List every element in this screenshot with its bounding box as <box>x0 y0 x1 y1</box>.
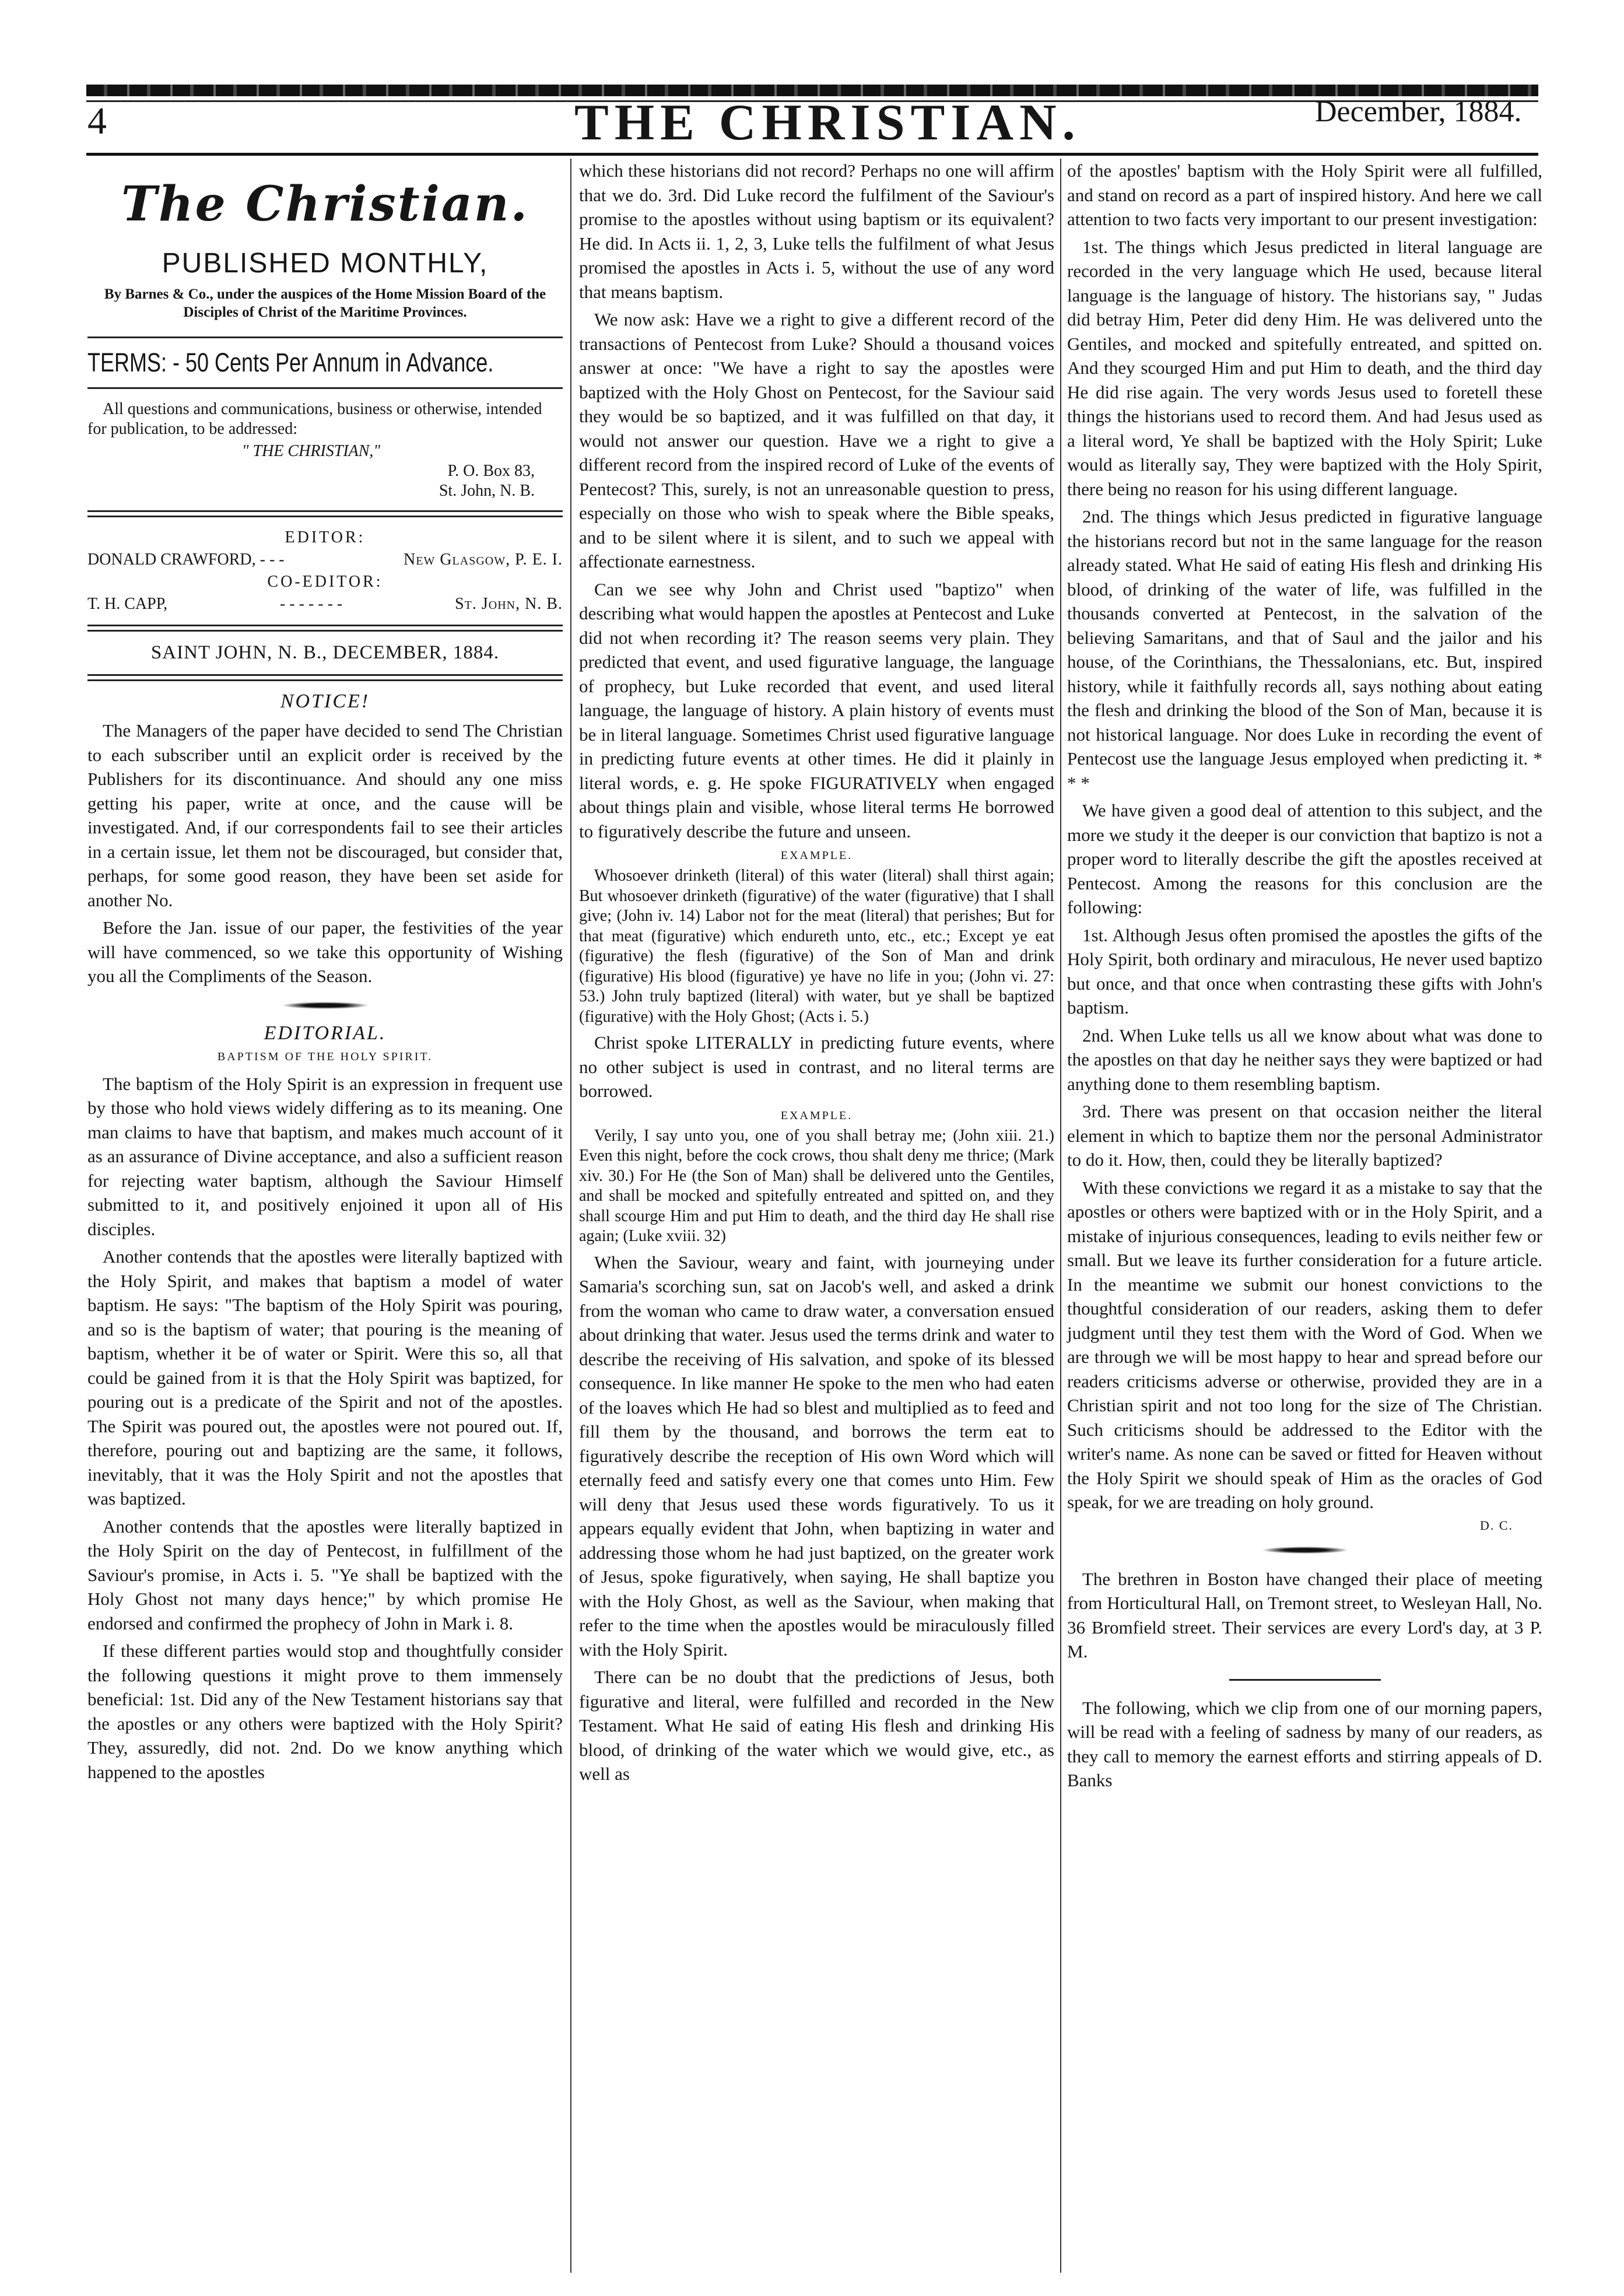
address-box: P. O. Box 83, <box>447 462 535 480</box>
editorial-paragraph: If these different parties would stop and thoughtfully consider the following questions it might prove to them immensely beneficial: 1st. Did any of the New Testament historians say that the apostles or any others were baptized with the Holy Spirit? They, assuredly, did not. 2nd. Do we know anything which happened to the apostles <box>87 1640 563 1782</box>
article-paragraph: Christ spoke LITERALLY in predicting future events, where no other subject is used in contrast, and no literal terms are borrowed. <box>579 1032 1054 1101</box>
coeditor-heading: CO-EDITOR: <box>267 573 383 591</box>
column-3 <box>1067 159 1542 1796</box>
nameplate: The Christian. <box>121 176 529 232</box>
column-1 <box>87 159 563 1787</box>
editorial-subheading: BAPTISM OF THE HOLY SPIRIT. <box>217 1050 433 1063</box>
article-paragraph: We now ask: Have we a right to give a different record of the transactions of Pentecost from Luke? Should a thousand voices answer at once: "We have a right to say the apostles were baptized with the Holy Ghost on Pentecost, for the Saviour said they would be so baptized, and it was fulfilled on that day, it would not answer our question. Have we a right to give a different record from the inspired record of Luke of the events of Pentecost? This, surely, is not an unreasonable question to press, especially on those who wish to speak where the Bible speaks, and to be silent where it is silent, and to such we appeal with affectionate earnestness. <box>579 309 1054 572</box>
header-date: December, 1884. <box>1315 95 1522 128</box>
running-title: THE CHRISTIAN. <box>574 94 1081 151</box>
column-divider-1 <box>570 159 571 2273</box>
dateline: SAINT JOHN, N. B., DECEMBER, 1884. <box>150 642 500 663</box>
editor-row <box>87 549 563 571</box>
article-paragraph: We have given a good deal of attention to this subject, and the more we study it the deeper is our conviction that baptizo is not a proper word to literally describe the gift the apostles received at Pentecost. Among the reasons for this conclusion are the following: <box>1067 800 1542 917</box>
column-divider-2 <box>1060 159 1061 2273</box>
example-text: Whosoever drinketh (literal) of this water (literal) shall thirst again; But whosoever drinketh (figurative) of the water (figurative) that I shall give; (John iv. 14) Labor not for the meat (literal) that perishes; But for that meat (figurative) which endureth unto, etc., etc.; Except ye eat (figurative) the flesh (figurative) of the Son of Man and drink (figurative) His blood (figurative) ye have no life in you; (John vi. 27: 53.) John truly baptized (literal) with water, but ye shall be baptized (figurative) with the Holy Ghost; (Acts i. 5.) <box>579 867 1054 1026</box>
article-paragraph: 2nd. When Luke tells us all we know about what was done to the apostles on that day he neither says they were baptized or had anything done to them resembling baptism. <box>1067 1025 1542 1094</box>
short-rule <box>1229 1679 1381 1681</box>
ornament-divider <box>276 1001 375 1009</box>
double-rule <box>87 625 563 632</box>
address-name: " THE CHRISTIAN," <box>241 442 381 460</box>
article-paragraph: With these convictions we regard it as a mistake to say that the apostles or others were baptized with or in the Holy Spirit, and a mistake of injurious consequences, leading to evils neither few or small. But we leave its further consideration for a future article. In the meantime we submit our honest convictions to the thoughtful consideration of our readers, asking them to defer judgment until they test them with the Word of God. When we are through we will be most happy to hear and spread before our readers criticisms adverse or otherwise, provided they are in a Christian spirit and not too long for the size of The Christian. Such criticisms should be addressed to the Editor with the writer's name. As none can be saved or fitted for Heaven without the Holy Spirit we should speak of Him as the oracles of God speak, for we are treading on holy ground. <box>1067 1177 1542 1512</box>
editorial-paragraph: The baptism of the Holy Spirit is an expression in frequent use by those who hold views widely differing as to its meaning. One man claims to have that baptism, and makes much account of it as an assurance of Divine acceptance, and also a sufficient reason for rejecting water baptism, although the Saviour Himself submitted to it, and positively enjoined it upon all of His disciples. <box>87 1073 563 1239</box>
subscription-terms: TERMS: - 50 Cents Per Annum in Advance. <box>87 348 494 377</box>
editor-name: DONALD CRAWFORD, - - - <box>87 551 285 569</box>
address-city: St. John, N. B. <box>439 482 535 500</box>
coeditor-row <box>87 593 563 615</box>
header-rule <box>86 153 1538 156</box>
double-rule <box>87 510 563 517</box>
article-paragraph: 1st. Although Jesus often promised the apostles the gifts of the Holy Spirit, both ordinary and miraculous, He never used baptizo but once, and that once when contrasting these gifts with John's baptism. <box>1067 924 1542 1018</box>
example-heading: EXAMPLE. <box>780 1109 853 1122</box>
double-rule <box>87 674 563 681</box>
example-heading: EXAMPLE. <box>780 849 853 862</box>
notice-heading: NOTICE! <box>280 690 370 712</box>
editor-heading: EDITOR: <box>285 528 366 546</box>
article-paragraph: 3rd. There was present on that occasion neither the literal element in which to baptize them nor the personal Administrator to do it. How, then, could they be literally baptized? <box>1067 1101 1542 1170</box>
column-2 <box>579 159 1054 1790</box>
notice-paragraph: Before the Jan. issue of our paper, the festivities of the year will have commenced, so we take this opportunity of Wishing you all the Compliments of the Season. <box>87 917 563 986</box>
notice-paragraph: The Managers of the paper have decided to send The Christian to each subscriber until an explicit order is received by the Publishers for its discontinuance. And should any one miss getting his paper, write at once, and the cause will be investigated. And, if our correspondents fail to see their articles in a certain issue, let them not be discouraged, but consider that, perhaps, for some good reason, they have been set aside for another No. <box>87 720 563 910</box>
published-monthly: PUBLISHED MONTHLY, <box>162 248 489 279</box>
publisher-byline: By Barnes & Co., under the auspices of the Home Mission Board of the Disciples of Christ of the Maritime Provinces. <box>104 286 546 320</box>
editorial-paragraph: Another contends that the apostles were literally baptized with the Holy Spirit, and makes that baptism a model of water baptism. He says: "The baptism of the Holy Spirit was pouring, and so is the baptism of water; that pouring is the meaning of baptism, whether it be of water or Spirit. Were this so, all that could be gained from it is that the Holy Spirit was baptized, for pouring out is a predicate of the Spirit and not of the apostles. The Spirit was poured out, the apostles were not poured out. If, therefore, pouring out and baptizing are the same, it follows, inevitably, that it was the Holy Spirit and not the apostles that was baptized. <box>87 1246 563 1509</box>
example-text: Verily, I say unto you, one of you shall betray me; (John xiii. 21.) Even this night, before the cock crows, thou shalt deny me thrice; (Mark xiv. 30.) For He (the Son of Man) shall be delivered unto the Gentiles, and shall be mocked and spitefully entreated and spitted on, and they shall scourge Him and put Him to death, and the third day He shall rise again; (Luke xviii. 32) <box>579 1126 1054 1245</box>
article-paragraph: When the Saviour, weary and faint, with journeying under Samaria's scorching sun, sat on Jacob's well, and asked a drink from the woman who came to draw water, a conversation ensued about drinking that water. Jesus used the terms drink and water to describe the receiving of His salvation, and spoke of its blessed consequence. In like manner He spoke to the men who had eaten of the loaves which He had so blest and multiplied as to feed and fill them by the thousand, and borrows the term eat to figuratively describe the reception of His own Word which will eternally feed and satisfy every one that comes unto Him. Few will deny that Jesus used these words figuratively. To us it appears equally evident that John, when baptizing in water and addressing those whom he had just baptized, on the greater work of Jesus, spoke figuratively, when saying, He shall baptize you with the Holy Ghost, as well as the Saviour, when making that refer to the time when the apostles would be miraculously filled with the Holy Spirit. <box>579 1252 1054 1660</box>
article-paragraph: 1st. The things which Jesus predicted in literal language are recorded in the very language which He used, because literal language is the language of history. The historians say, " Judas did betray Him, Peter did deny Him. He was delivered unto the Gentiles, and mocked and spitefully entreated, and spitted on. And they scourged Him and put Him to death, and the third day He did rise again. The very words Jesus used to foretell these things the historians used to record them. And had Jesus used as a literal word, Ye shall be baptized with the Holy Spirit; Luke would as literally say, They were baptized with the Holy Spirit, there being no reason for his using different language. <box>1067 236 1542 499</box>
clipping-intro: The following, which we clip from one of our morning papers, will be read with a feeling of sadness by many of our readers, as they call to memory the earnest efforts and stirring appeals of D. Banks <box>1067 1697 1542 1790</box>
coeditor-dots: - - - - - - - <box>279 595 343 613</box>
article-paragraph: There can be no doubt that the predictions of Jesus, both figurative and literal, were fulfilled and recorded in the New Testament. What He said of eating His flesh and drinking His blood, of drinking of the water which we would give, etc., as well as <box>579 1667 1054 1784</box>
signature: D. C. <box>1479 1517 1513 1533</box>
address-note: All questions and communications, business or otherwise, intended for publication, to be addressed: <box>87 400 542 438</box>
editorial-paragraph: Another contends that the apostles were literally baptized in the Holy Spirit on the day of Pentecost, in fulfillment of the Saviour's promise, in Acts i. 5. "Ye shall be baptized with the Holy Ghost not many days hence;" by which promise He endorsed and confirmed the prophecy of John in Mark i. 8. <box>87 1516 563 1634</box>
article-paragraph: of the apostles' baptism with the Holy Spirit were all fulfilled, and stand on record as a part of inspired history. And here we call attention to two facts very important to our present investigation: <box>1067 160 1542 229</box>
article-paragraph: Can we see why John and Christ used "baptizo" when describing what would happen the apostles at Pentecost and Luke did not when recording it? The reason seems very plain. They predicted that event, and used figurative language, the language of prophecy, but Luke recorded that event, and used literal language, the language of history. A plain history of events must be in literal language. Sometimes Christ used figurative language in predicting future events at other times. He did it plainly in literal words, e. g. He spoke FIGURATIVELY when engaged about things plain and visible, whose literal terms He borrowed to figuratively describe the future and unseen. <box>579 579 1054 842</box>
coeditor-name: T. H. CAPP, <box>87 595 168 613</box>
ornament-divider <box>1255 1546 1355 1554</box>
rule <box>87 336 563 338</box>
article-paragraph: which these historians did not record? Perhaps no one will affirm that we do. 3rd. Did Luke record the fulfilment of the Saviour's promise to the apostles without using baptism or its equivalent? He did. In Acts ii. 1, 2, 3, Luke tells the fulfilment of what Jesus promised the apostles in Acts i. 5, without the use of any word that means baptism. <box>579 160 1054 302</box>
coeditor-place: St. John, N. B. <box>455 595 563 613</box>
page-number: 4 <box>87 100 107 142</box>
rule <box>87 387 563 389</box>
editor-place: New Glasgow, P. E. I. <box>404 551 563 569</box>
editorial-heading: EDITORIAL. <box>264 1022 387 1044</box>
boston-notice: The brethren in Boston have changed their place of meeting from Horticultural Hall, on Tremont street, to Wesleyan Hall, No. 36 Bromfield street. Their services are every Lord's day, at 3 P. M. <box>1067 1568 1542 1661</box>
article-paragraph: 2nd. The things which Jesus predicted in figurative language the historians record but not in the same language for the reason already stated. What He said of eating His flesh and drinking His blood, of drinking of the water of life, was fulfilled in the thousands converted at Pentecost, in the salvation of the believing Samaritans, and that of Saul and the jailor and his house, of the Corinthians, the Thessalonians, etc. But, inspired history, while it faithfully records all, says nothing about eating the flesh and drinking the blood of the Son of Man, because it is not historical language. Nor does Luke in recording the event of Pentecost use the language Jesus employed when predicting it. * * * <box>1067 506 1542 793</box>
